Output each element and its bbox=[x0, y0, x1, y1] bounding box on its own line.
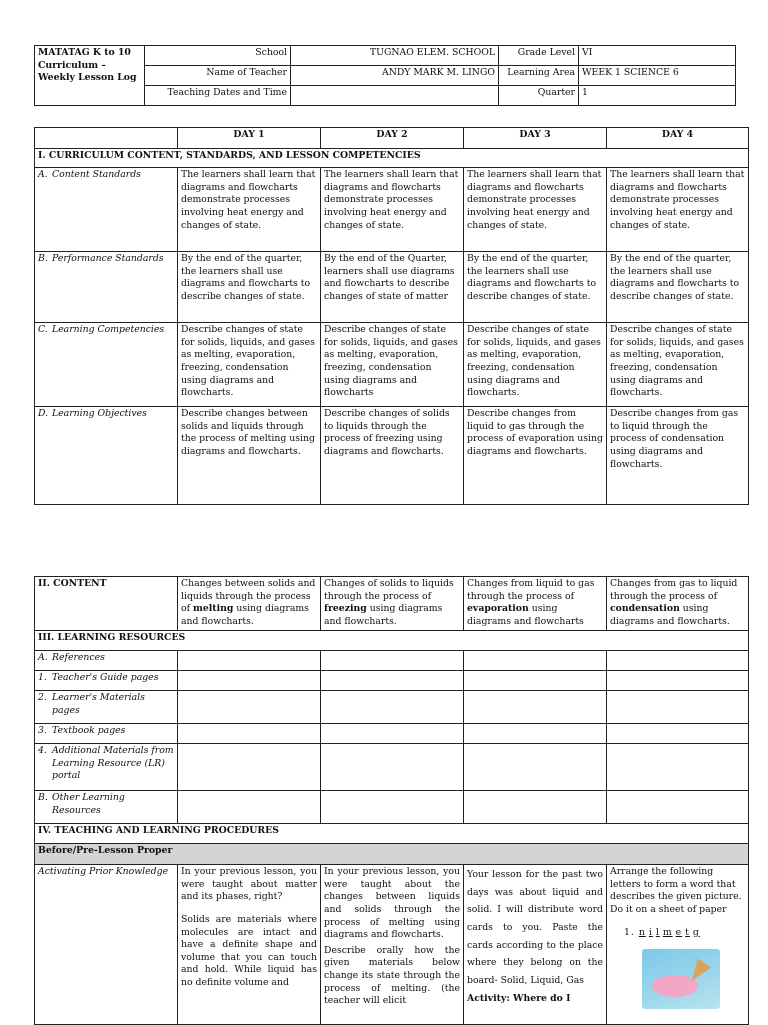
activating-row bbox=[35, 865, 749, 1025]
table-cell: The learners shall learn that diagrams and flowcharts demonstrate processes involving heat energy and changes of state. bbox=[464, 168, 607, 252]
corner-cell bbox=[35, 128, 178, 149]
day3-activity: Your lesson for the past two days was about liquid and solid. I will distribute word cards to you. Paste the cards according to the place where they belong on the board- Solid, Liquid, Gas Activity: Where do I bbox=[464, 865, 607, 1025]
table-row bbox=[35, 323, 749, 407]
row-label: 1. Teacher's Guide pages bbox=[35, 671, 178, 691]
row-label: 4. Additional Materials from Learning Resource (LR) portal bbox=[35, 744, 178, 791]
table-row bbox=[35, 407, 749, 505]
quarter-value: 1 bbox=[579, 86, 736, 106]
table-cell: Describe changes of state for solids, liquids, and gases as melting, evaporation, freezing, condensation using diagrams and flowcharts. bbox=[607, 323, 749, 407]
standards-table bbox=[34, 127, 749, 505]
table-row bbox=[35, 671, 749, 691]
table-cell: The learners shall learn that diagrams and flowcharts demonstrate processes involving heat energy and changes of state. bbox=[607, 168, 749, 252]
teacher-label: Name of Teacher bbox=[145, 66, 291, 86]
grade-label: Grade Level bbox=[499, 46, 579, 66]
table-cell: By the end of the quarter, the learners shall use diagrams and flowcharts to describe changes of state. bbox=[607, 252, 749, 323]
table-cell bbox=[321, 791, 464, 824]
table-row bbox=[35, 651, 749, 671]
table-row bbox=[35, 791, 749, 824]
day1-activity: In your previous lesson, you were taught about matter and its phases, right? Solids are materials where molecules are intact and have a definite shape and volume that you can touch and hold. While liquid has no definite volume and bbox=[178, 865, 321, 1025]
day4-activity: Arrange the following letters to form a word that describes the given picture. Do it on a sheet of paper 1. n i l m e t g bbox=[607, 865, 749, 1025]
table-cell: By the end of the Quarter, learners shall use diagrams and flowcharts to describe changes of state of matter bbox=[321, 252, 464, 323]
subsection-title: Before/Pre-Lesson Proper bbox=[35, 844, 749, 865]
section-title: I. CURRICULUM CONTENT, STANDARDS, AND LESSON COMPETENCIES bbox=[35, 149, 749, 168]
day-header: DAY 3 bbox=[464, 128, 607, 149]
table-cell: Describe changes of state for solids, liquids, and gases as melting, evaporation, freezing, condensation using diagrams and flowcharts. bbox=[464, 323, 607, 407]
table-cell bbox=[321, 691, 464, 724]
scrambled-word: 1. n i l m e t g bbox=[624, 926, 700, 938]
table-cell bbox=[607, 691, 749, 724]
area-label: Learning Area bbox=[499, 66, 579, 86]
table-cell bbox=[464, 691, 607, 724]
content-cell: Changes between solids and liquids through the process of melting using diagrams and flowcharts. bbox=[178, 577, 321, 631]
quarter-label: Quarter bbox=[499, 86, 579, 106]
row-label: 3. Textbook pages bbox=[35, 724, 178, 744]
table-row bbox=[35, 691, 749, 724]
day2-activity: In your previous lesson, you were taught about the changes between liquids and solids through the process of melting using diagrams and flowcharts. Describe orally how the given materials below change its state through the process of melting. (the teacher will elicit bbox=[321, 865, 464, 1025]
table-cell: Describe changes of state for solids, liquids, and gases as melting, evaporation, freezing, condensation using diagrams and flowcharts bbox=[321, 323, 464, 407]
table-row bbox=[35, 252, 749, 323]
table-cell: Describe changes of solids to liquids through the process of freezing using diagrams and flowcharts. bbox=[321, 407, 464, 505]
table-cell bbox=[178, 691, 321, 724]
table-cell bbox=[321, 651, 464, 671]
table-cell: By the end of the quarter, the learners shall use diagrams and flowcharts to describe changes of state. bbox=[178, 252, 321, 323]
table-row bbox=[35, 168, 749, 252]
row-label: A. References bbox=[35, 651, 178, 671]
dates-label: Teaching Dates and Time bbox=[145, 86, 291, 106]
table-cell: Describe changes from liquid to gas through the process of evaporation using diagrams and flowcharts. bbox=[464, 407, 607, 505]
table-cell bbox=[607, 791, 749, 824]
table-cell: The learners shall learn that diagrams and flowcharts demonstrate processes involving heat energy and changes of state. bbox=[178, 168, 321, 252]
dates-value bbox=[291, 86, 499, 106]
row-label: B. Performance Standards bbox=[35, 252, 178, 323]
row-label: A. Content Standards bbox=[35, 168, 178, 252]
school-value: TUGNAO ELEM. SCHOOL bbox=[291, 46, 499, 66]
table-row bbox=[35, 724, 749, 744]
row-label: Activating Prior Knowledge bbox=[35, 865, 178, 1025]
content-row bbox=[35, 577, 749, 631]
area-value: WEEK 1 SCIENCE 6 bbox=[579, 66, 736, 86]
section-title: IV. TEACHING AND LEARNING PROCEDURES bbox=[35, 824, 749, 844]
lesson-log-header bbox=[34, 45, 736, 106]
table-cell bbox=[464, 744, 607, 791]
table-cell bbox=[607, 651, 749, 671]
table-cell bbox=[178, 671, 321, 691]
row-label: B. Other Learning Resources bbox=[35, 791, 178, 824]
day-header: DAY 1 bbox=[178, 128, 321, 149]
grade-value: VI bbox=[579, 46, 736, 66]
teacher-value: ANDY MARK M. LINGO bbox=[291, 66, 499, 86]
table-cell bbox=[178, 791, 321, 824]
table-cell bbox=[321, 671, 464, 691]
table-cell bbox=[464, 671, 607, 691]
table-cell bbox=[178, 724, 321, 744]
curriculum-title: MATATAG K to 10 Curriculum – Weekly Lesson Log bbox=[35, 46, 145, 106]
content-label: II. CONTENT bbox=[35, 577, 178, 631]
table-cell: Describe changes between solids and liquids through the process of melting using diagrams and flowcharts. bbox=[178, 407, 321, 505]
row-label: D. Learning Objectives bbox=[35, 407, 178, 505]
content-cell: Changes of solids to liquids through the process of freezing using diagrams and flowcharts. bbox=[321, 577, 464, 631]
procedures-table bbox=[34, 576, 749, 1025]
table-cell bbox=[607, 724, 749, 744]
table-cell bbox=[464, 724, 607, 744]
table-cell bbox=[464, 651, 607, 671]
table-row bbox=[35, 744, 749, 791]
table-cell bbox=[607, 671, 749, 691]
content-cell: Changes from liquid to gas through the process of evaporation using diagrams and flowcharts bbox=[464, 577, 607, 631]
table-cell: By the end of the quarter, the learners shall use diagrams and flowcharts to describe changes of state. bbox=[464, 252, 607, 323]
table-cell bbox=[178, 744, 321, 791]
day-header: DAY 4 bbox=[607, 128, 749, 149]
section-title: III. LEARNING RESOURCES bbox=[35, 631, 749, 651]
table-cell bbox=[607, 744, 749, 791]
table-cell bbox=[321, 724, 464, 744]
melting-ice-cream-image bbox=[642, 949, 720, 1009]
school-label: School bbox=[145, 46, 291, 66]
table-cell bbox=[464, 791, 607, 824]
table-cell: Describe changes from gas to liquid through the process of condensation using diagrams and flowcharts. bbox=[607, 407, 749, 505]
row-label: 2. Learner's Materials pages bbox=[35, 691, 178, 724]
row-label: C. Learning Competencies bbox=[35, 323, 178, 407]
content-cell: Changes from gas to liquid through the process of condensation using diagrams and flowcharts. bbox=[607, 577, 749, 631]
table-cell bbox=[321, 744, 464, 791]
table-cell bbox=[178, 651, 321, 671]
table-cell: Describe changes of state for solids, liquids, and gases as melting, evaporation, freezing, condensation using diagrams and flowcharts. bbox=[178, 323, 321, 407]
table-cell: The learners shall learn that diagrams and flowcharts demonstrate processes involving heat energy and changes of state. bbox=[321, 168, 464, 252]
day-header: DAY 2 bbox=[321, 128, 464, 149]
